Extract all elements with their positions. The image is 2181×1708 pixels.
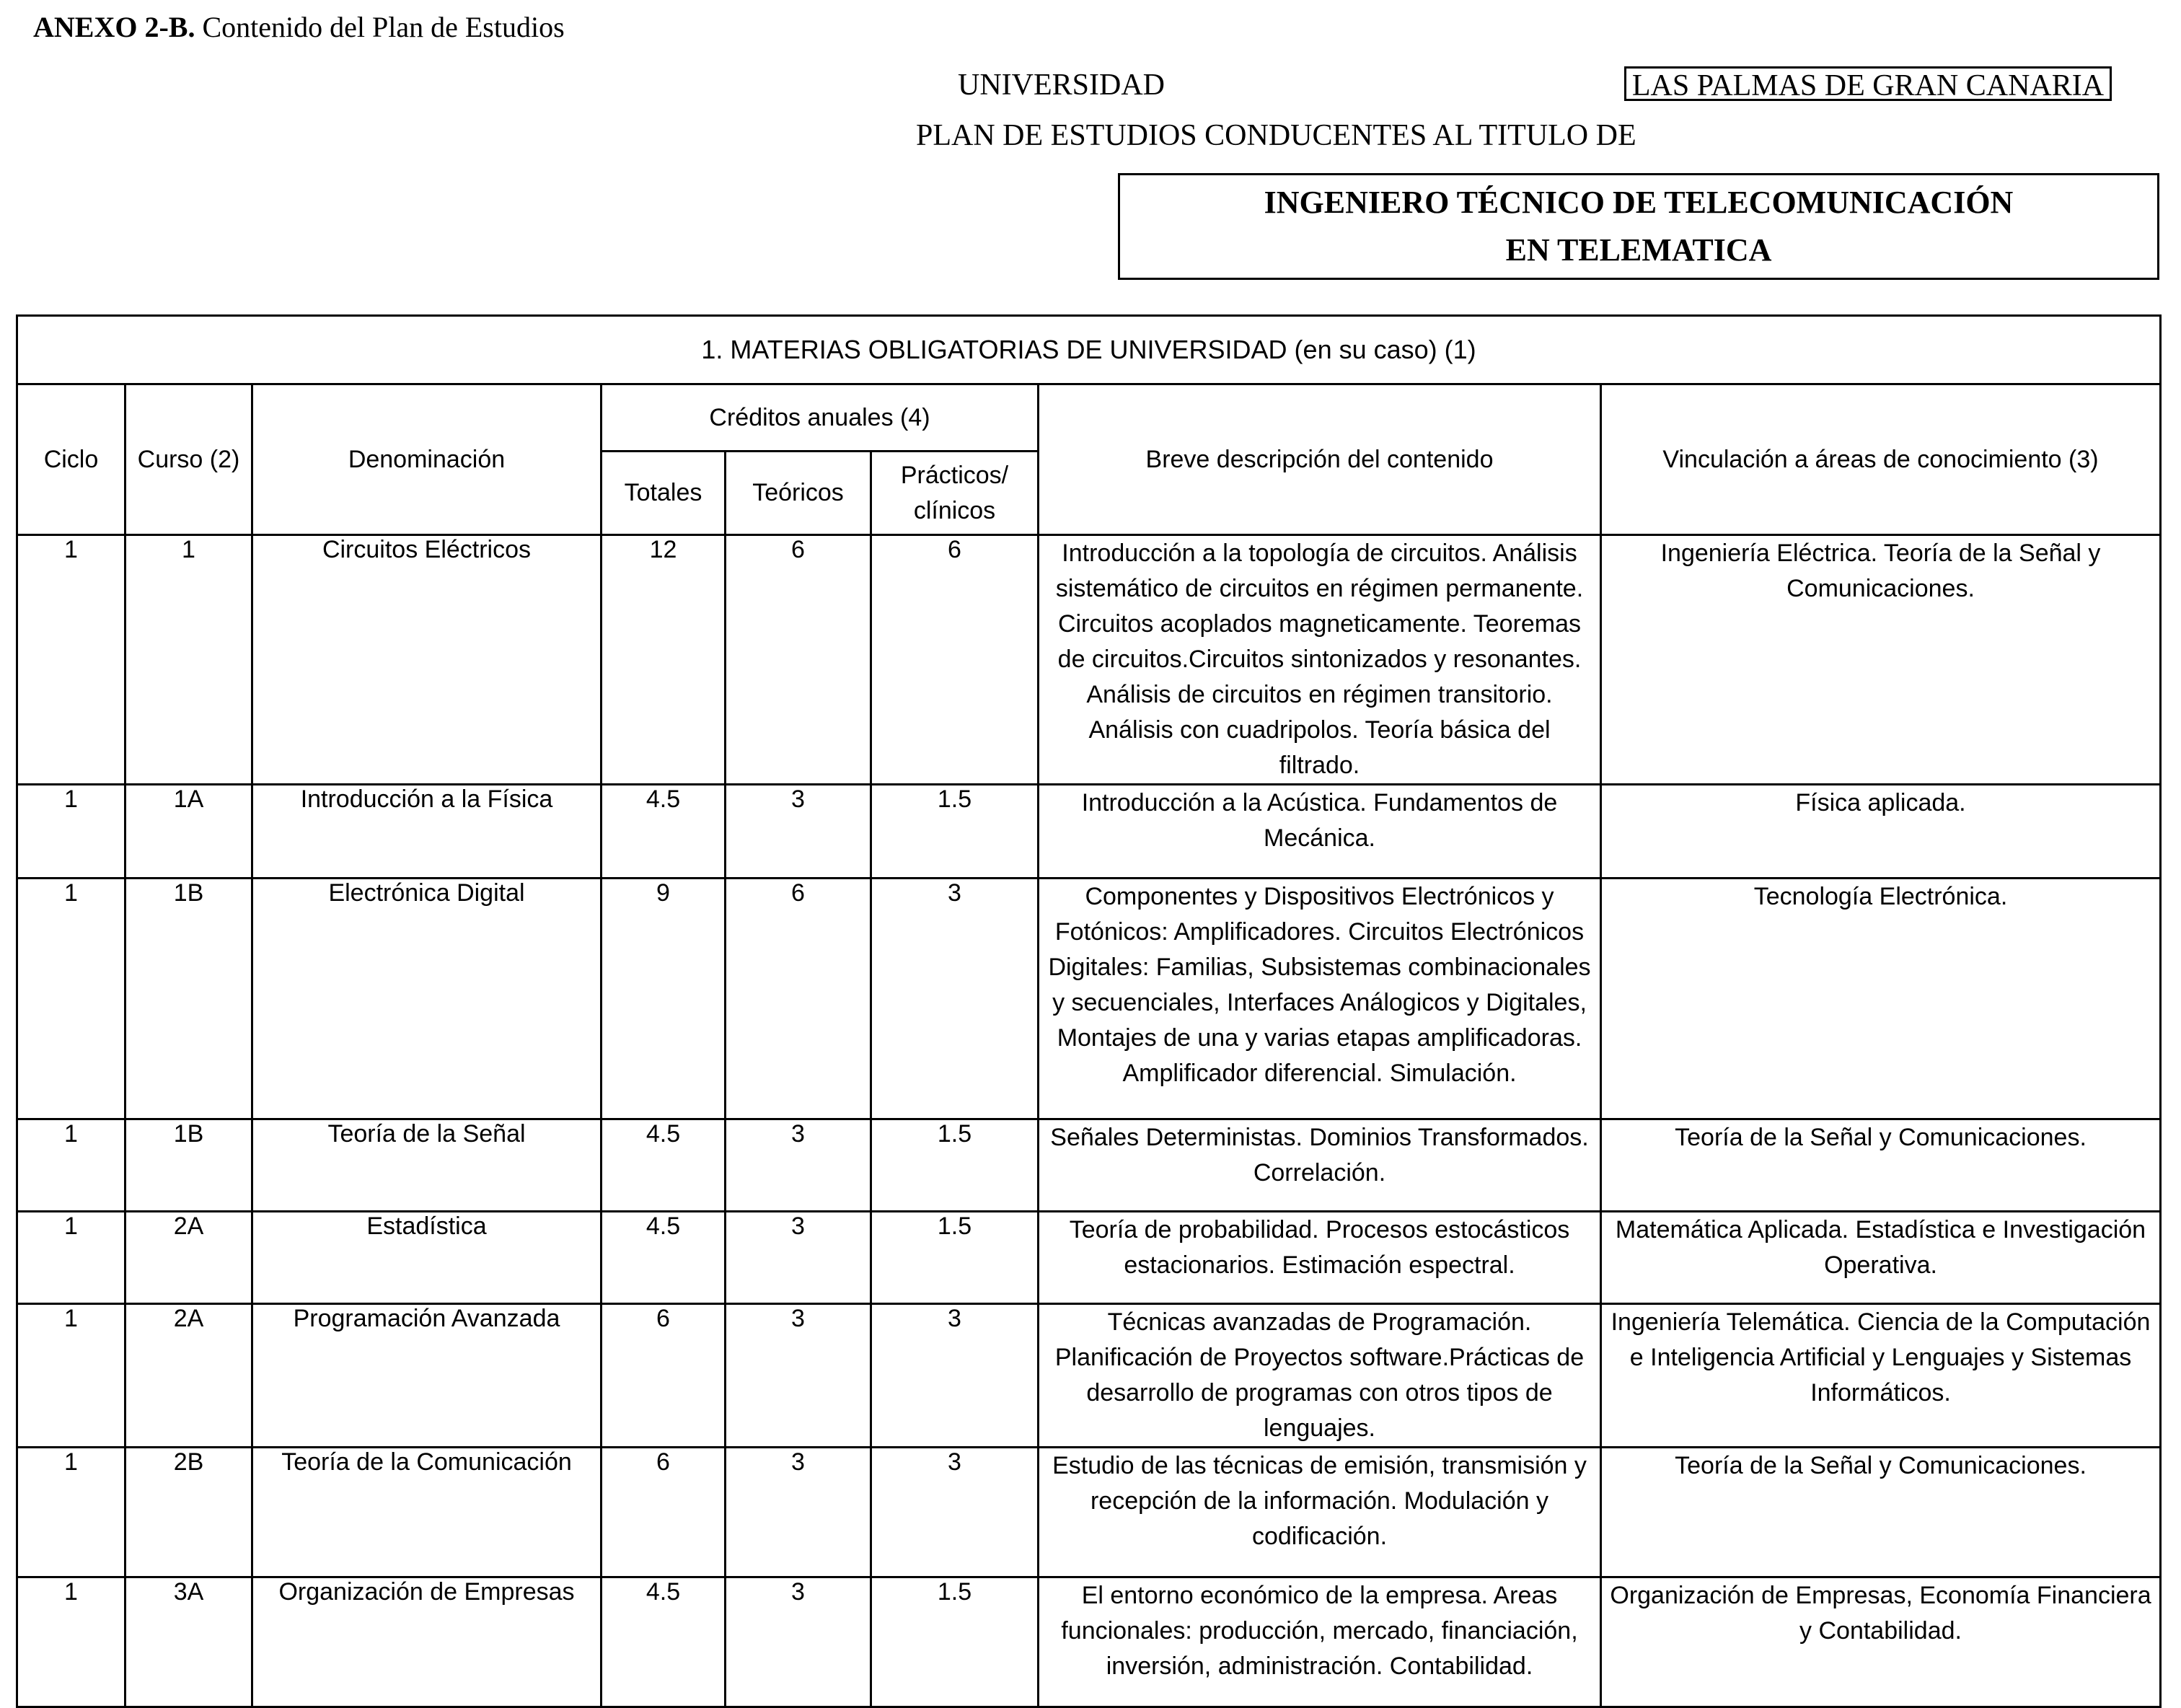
cell-totales: 6 (602, 1304, 726, 1448)
cell-totales: 4.5 (602, 1577, 726, 1707)
cell-curso: 2A (125, 1212, 252, 1304)
cell-ciclo: 1 (17, 1448, 125, 1577)
cell-denominacion: Electrónica Digital (252, 879, 602, 1119)
cell-vinculacion: Ingeniería Eléctrica. Teoría de la Señal y Comunicaciones. (1601, 535, 2161, 785)
cell-teoricos: 3 (726, 785, 871, 879)
cell-ciclo: 1 (17, 1212, 125, 1304)
header-ciclo: Ciclo (17, 384, 125, 535)
header-creditos: Créditos anuales (4) (602, 384, 1039, 452)
cell-practicos: 3 (871, 879, 1039, 1119)
table-row (17, 1212, 2161, 1304)
cell-ciclo: 1 (17, 879, 125, 1119)
cell-vinculacion: Teoría de la Señal y Comunicaciones. (1601, 1448, 2161, 1577)
header-vinculacion: Vinculación a áreas de conocimiento (3) (1601, 384, 2161, 535)
cell-curso: 2B (125, 1448, 252, 1577)
cell-curso: 3A (125, 1577, 252, 1707)
cell-curso: 1B (125, 1119, 252, 1212)
cell-totales: 4.5 (602, 1119, 726, 1212)
header-teoricos: Teóricos (726, 452, 871, 535)
cell-totales: 9 (602, 879, 726, 1119)
cell-vinculacion: Ingeniería Telemática. Ciencia de la Computación e Inteligencia Artificial y Lenguajes y Sistemas Informáticos. (1601, 1304, 2161, 1448)
annex-title: Contenido del Plan de Estudios (195, 11, 565, 43)
cell-practicos: 1.5 (871, 1119, 1039, 1212)
cell-ciclo: 1 (17, 1119, 125, 1212)
degree-title-line2: EN TELEMATICA (1505, 232, 1772, 268)
cell-descripcion: Introducción a la topología de circuitos. Análisis sistemático de circuitos en régimen permanente. Circuitos acoplados magneticamente. Teoremas de circuitos.Circuitos sintonizados y resonantes. Análisis de circuitos en régimen transitorio. Análisis con cuadripolos. Teoría básica del filtrado. (1039, 535, 1601, 785)
table-row (17, 1448, 2161, 1577)
cell-practicos: 1.5 (871, 1212, 1039, 1304)
cell-ciclo: 1 (17, 535, 125, 785)
cell-totales: 12 (602, 535, 726, 785)
cell-descripcion: Introducción a la Acústica. Fundamentos de Mecánica. (1039, 785, 1601, 879)
annex-label: ANEXO 2-B. (33, 11, 195, 43)
cell-curso: 1A (125, 785, 252, 879)
cell-denominacion: Circuitos Eléctricos (252, 535, 602, 785)
cell-denominacion: Organización de Empresas (252, 1577, 602, 1707)
table-row (17, 1119, 2161, 1212)
header-practicos: Prácticos/ clínicos (871, 452, 1039, 535)
cell-practicos: 3 (871, 1448, 1039, 1577)
cell-descripcion: Estudio de las técnicas de emisión, transmisión y recepción de la información. Modulación y codificación. (1039, 1448, 1601, 1577)
cell-descripcion: Teoría de probabilidad. Procesos estocásticos estacionarios. Estimación espectral. (1039, 1212, 1601, 1304)
cell-teoricos: 6 (726, 535, 871, 785)
cell-vinculacion: Matemática Aplicada. Estadística e Investigación Operativa. (1601, 1212, 2161, 1304)
university-label: UNIVERSIDAD (958, 69, 1165, 102)
cell-practicos: 1.5 (871, 1577, 1039, 1707)
cell-ciclo: 1 (17, 1577, 125, 1707)
degree-title-line1: INGENIERO TÉCNICO DE TELECOMUNICACIÓN (1264, 185, 2014, 220)
cell-denominacion: Teoría de la Señal (252, 1119, 602, 1212)
degree-title-box (1118, 173, 2159, 280)
cell-teoricos: 3 (726, 1119, 871, 1212)
cell-practicos: 1.5 (871, 785, 1039, 879)
annex-heading (33, 10, 565, 44)
cell-vinculacion: Teoría de la Señal y Comunicaciones. (1601, 1119, 2161, 1212)
section-title: 1. MATERIAS OBLIGATORIAS DE UNIVERSIDAD (en su caso) (1) (17, 316, 2161, 384)
header-denominacion: Denominación (252, 384, 602, 535)
header-totales: Totales (602, 452, 726, 535)
header-curso: Curso (2) (125, 384, 252, 535)
subjects-table (16, 314, 2162, 1708)
cell-totales: 4.5 (602, 785, 726, 879)
cell-vinculacion: Organización de Empresas, Economía Financiera y Contabilidad. (1601, 1577, 2161, 1707)
cell-ciclo: 1 (17, 1304, 125, 1448)
cell-ciclo: 1 (17, 785, 125, 879)
cell-teoricos: 3 (726, 1448, 871, 1577)
cell-denominacion: Introducción a la Física (252, 785, 602, 879)
cell-teoricos: 3 (726, 1304, 871, 1448)
cell-teoricos: 6 (726, 879, 871, 1119)
cell-curso: 2A (125, 1304, 252, 1448)
cell-curso: 1 (125, 535, 252, 785)
table-row (17, 879, 2161, 1119)
cell-practicos: 3 (871, 1304, 1039, 1448)
cell-descripcion: Técnicas avanzadas de Programación. Planificación de Proyectos software.Prácticas de desarrollo de programas con otros tipos de lenguajes. (1039, 1304, 1601, 1448)
table-row (17, 1577, 2161, 1707)
table-body (17, 535, 2161, 1707)
cell-totales: 6 (602, 1448, 726, 1577)
cell-denominacion: Programación Avanzada (252, 1304, 602, 1448)
cell-teoricos: 3 (726, 1577, 871, 1707)
header-descripcion: Breve descripción del contenido (1039, 384, 1601, 535)
cell-practicos: 6 (871, 535, 1039, 785)
cell-denominacion: Estadística (252, 1212, 602, 1304)
cell-descripcion: El entorno económico de la empresa. Areas funcionales: producción, mercado, financiación, inversión, administración. Contabilidad. (1039, 1577, 1601, 1707)
cell-curso: 1B (125, 879, 252, 1119)
table-row (17, 535, 2161, 785)
cell-totales: 4.5 (602, 1212, 726, 1304)
university-name-box: LAS PALMAS DE GRAN CANARIA (1624, 66, 2112, 101)
plan-title: PLAN DE ESTUDIOS CONDUCENTES AL TITULO DE (916, 119, 1636, 152)
cell-descripcion: Señales Deterministas. Dominios Transformados. Correlación. (1039, 1119, 1601, 1212)
cell-vinculacion: Tecnología Electrónica. (1601, 879, 2161, 1119)
cell-vinculacion: Física aplicada. (1601, 785, 2161, 879)
table-row (17, 1304, 2161, 1448)
table-row (17, 785, 2161, 879)
cell-descripcion: Componentes y Dispositivos Electrónicos y Fotónicos: Amplificadores. Circuitos Electrónicos Digitales: Familias, Subsistemas combinacionales y secuenciales, Interfaces Análogicos y Digitales, Montajes de una y varias etapas amplificadoras. Amplificador diferencial. Simulación. (1039, 879, 1601, 1119)
cell-teoricos: 3 (726, 1212, 871, 1304)
cell-denominacion: Teoría de la Comunicación (252, 1448, 602, 1577)
